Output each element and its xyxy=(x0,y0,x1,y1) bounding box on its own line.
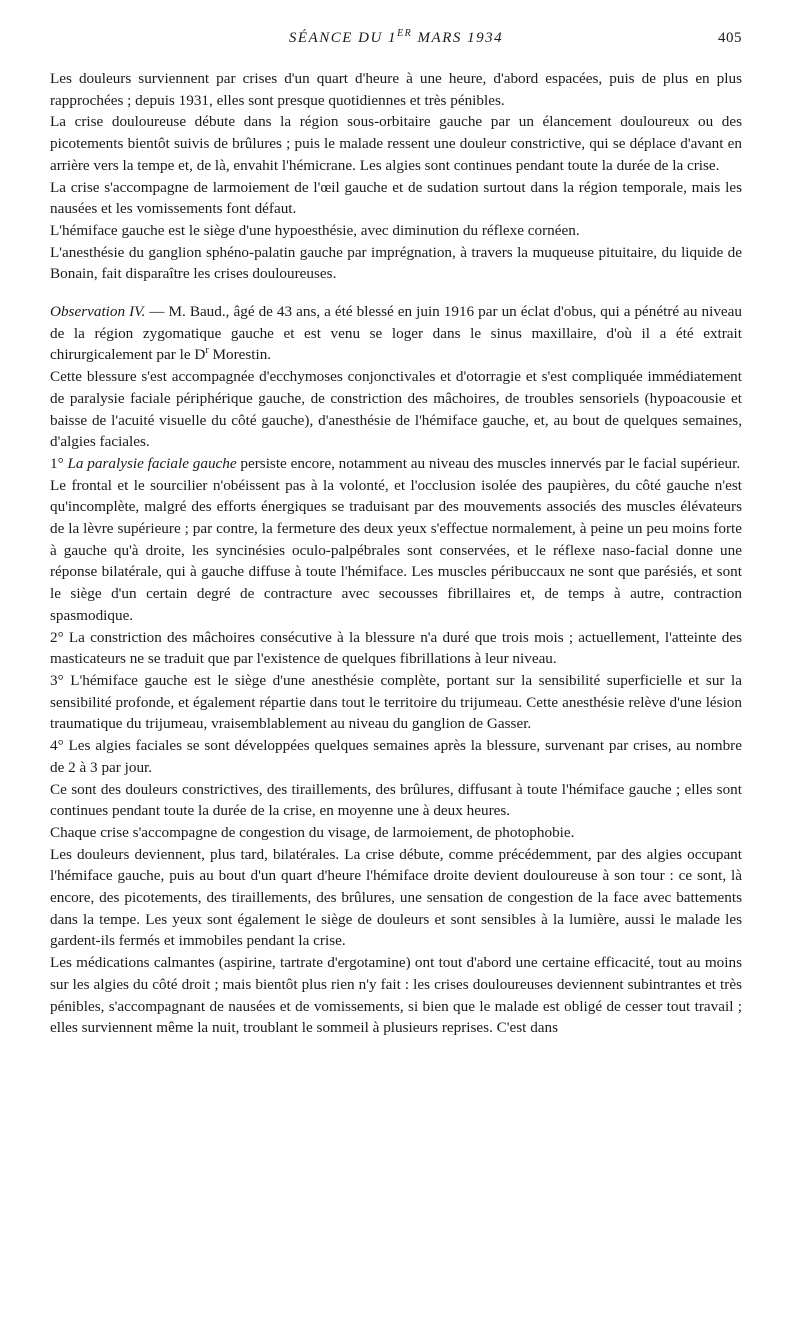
observation-text-end: Morestin. xyxy=(208,346,272,364)
paragraph-13: Ce sont des douleurs constrictives, des tiraillements, des brûlures, diffusant à toute l'hémiface gauche ; elles sont continues pendant toute la durée de la crise, en moyenne une à deux heures. xyxy=(50,780,742,820)
body-text xyxy=(50,68,742,1039)
paragraph-5: L'anesthésie du ganglion sphéno-palatin gauche par imprégnation, à travers la muqueuse pituitaire, du liquide de Bonain, fait disparaître les crises douloureuses. xyxy=(50,243,742,283)
paragraph-8-text: persiste encore, notamment au niveau des muscles innervés par le facial supérieur. xyxy=(236,454,741,472)
paragraph-8-label: La paralysie faciale gauche xyxy=(67,454,237,472)
running-title xyxy=(50,30,742,47)
observation-text: — M. Baud., âgé de 43 ans, a été blessé en juin 1916 par un éclat d'obus, qui a pénétré au niveau de la région zygomatique gauche et est venu se loger dans le sinus maxillaire, d'où il a été extrait chirurgicalement par le D xyxy=(50,303,742,364)
paragraph-2: La crise douloureuse débute dans la région sous-orbitaire gauche par un élancement douloureux ou des picotements bientôt suivis de brûlures ; puis le malade ressent une douleur constrictive, qui se déplace d'avant en arrière vers la tempe et, de là, envahit l'hémicrane. Les algies sont continues pendant toute la durée de la crise. xyxy=(50,113,742,174)
paragraph-4: L'hémiface gauche est le siège d'une hypoesthésie, avec diminution du réflexe cornéen. xyxy=(50,221,580,239)
paragraph-14: Chaque crise s'accompagne de congestion du visage, de larmoiement, de photophobie. xyxy=(50,823,575,841)
running-title-superscript: ER xyxy=(397,28,413,39)
running-title-main: SÉANCE DU 1 xyxy=(288,30,398,46)
observation-label: Observation IV. xyxy=(50,303,146,321)
paragraph-8-number: 1° xyxy=(50,454,68,472)
paragraph-9: Le frontal et le sourcilier n'obéissent pas à la volonté, et l'occlusion isolée des paupières, du côté gauche n'est qu'incomplète, malgré des efforts énergiques se traduisant par des mouvements associés des muscles élévateurs de la lèvre supérieure ; par contre, la fermeture des deux yeux s'effectue normalement, à peine un peu moins forte à gauche qu'à droite, les syncinésies oculo-palpébrales sont conservées, et le réflexe naso-facial donne une réponse bilatérale, qui à gauche diffuse à toute l'hémiface. Les muscles péribuccaux ne sont que parésiés, et sont le siège d'un certain degré de contracture avec secousses fibrillaires et, de temps à autre, contraction spasmodique. xyxy=(50,476,742,624)
page-number: 405 xyxy=(718,30,742,46)
running-header xyxy=(50,30,742,54)
paragraph-16: Les médications calmantes (aspirine, tartrate d'ergotamine) ont tout d'abord une certaine efficacité, tout au moins sur les algies du côté droit ; mais bientôt plus rien n'y fait : les crises douloureuses deviennent subintrantes et très pénibles, s'accompagnant de nausées et de vomissements, si bien que le malade est obligé de cesser tout travail ; elles surviennent même la nuit, troublant le sommeil à plusieurs reprises. C'est dans xyxy=(50,954,742,1037)
running-title-date: MARS 1934 xyxy=(412,30,504,46)
paragraph-15: Les douleurs deviennent, plus tard, bilatérales. La crise débute, comme précédemment, par des algies occupant l'hémiface gauche, puis au bout d'un quart d'heure l'hémiface droite devient douloureuse à son tour : ce sont, là encore, des picotements, des tiraillements, des brûlures, une sensation de congestion de la face avec battements dans la tempe. Les yeux sont également le siège de douleurs et sont sensibles à la lumière, aussi le malade les gardent-ils fermés et immobiles pendant la crise. xyxy=(50,845,742,950)
paragraph-7: Cette blessure s'est accompagnée d'ecchymoses conjonctivales et d'otorragie et s'est compliquée immédiatement de paralysie faciale périphérique gauche, de constriction des mâchoires, de troubles sensoriels (hypoacousie et baisse de l'acuité visuelle du côté gauche), d'anesthésie de l'hémiface gauche, et, au bout de quelques semaines, d'algies faciales. xyxy=(50,368,742,451)
paragraph-8 xyxy=(50,453,742,475)
observation-paragraph xyxy=(50,301,742,366)
paragraph-1: Les douleurs surviennent par crises d'un quart d'heure à une heure, d'abord espacées, puis de plus en plus rapprochées ; depuis 1931, elles sont presque quotidiennes et très pénibles. xyxy=(50,70,742,109)
observation-superscript: r xyxy=(205,345,209,357)
paragraph-12: 4° Les algies faciales se sont développées quelques semaines après la blessure, survenant par crises, au nombre de 2 à 3 par jour. xyxy=(50,737,742,776)
paragraph-10: 2° La constriction des mâchoires consécutive à la blessure n'a duré que trois mois ; actuellement, l'atteinte des masticateurs ne se traduit que par l'existence de quelques fibrillations à leur niveau. xyxy=(50,628,742,668)
paragraph-3: La crise s'accompagne de larmoiement de l'œil gauche et de sudation surtout dans la région temporale, mais les nausées et les vomissements font défaut. xyxy=(50,178,742,218)
paragraph-11: 3° L'hémiface gauche est le siège d'une anesthésie complète, portant sur la sensibilité superficielle et sur la sensibilité profonde, et également répartie dans tout le territoire du trijumeau. Cette anesthésie relève d'une lésion traumatique du trijumeau, vraisemblablement au niveau du ganglion de Gasser. xyxy=(50,671,742,733)
